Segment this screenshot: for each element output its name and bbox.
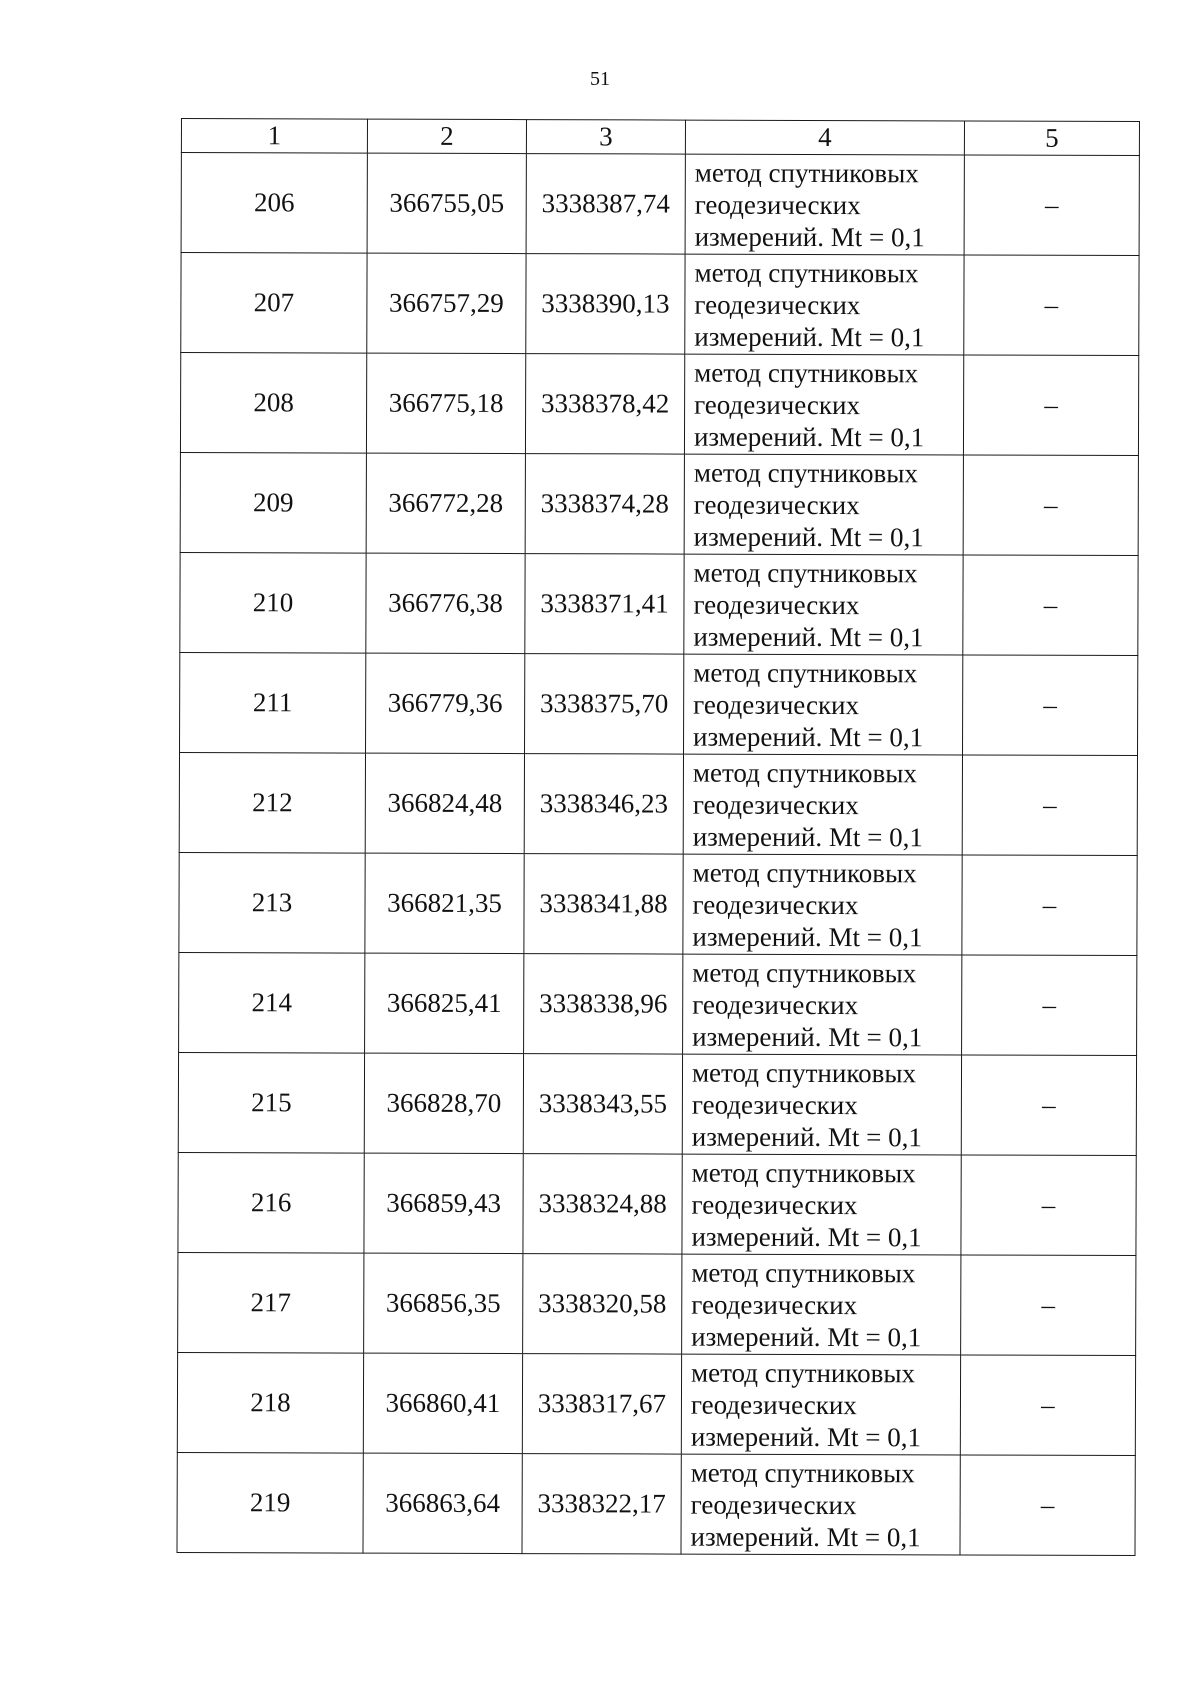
method-text-line: геодезических	[690, 1489, 857, 1520]
method-text-line: геодезических	[693, 489, 860, 520]
table-row	[180, 452, 1138, 555]
point-number-cell: 206	[181, 153, 367, 254]
table-row	[181, 253, 1139, 356]
y-coordinate-cell: 3338343,55	[523, 1054, 682, 1154]
table-header	[181, 119, 1139, 156]
method-text-line: измерений. Mt = 0,1	[693, 521, 924, 552]
table-row	[180, 552, 1138, 655]
method-text-line: геодезических	[694, 189, 861, 220]
x-coordinate-cell: 366824,48	[365, 753, 524, 853]
column-header-3: 3	[526, 120, 685, 154]
method-text-line: геодезических	[693, 589, 860, 620]
method-text-line: геодезических	[692, 889, 859, 920]
note-cell: –	[962, 955, 1137, 1056]
y-coordinate-cell: 3338322,17	[522, 1454, 681, 1554]
method-text-line: измерений. Mt = 0,1	[693, 621, 924, 652]
x-coordinate-cell: 366757,29	[367, 253, 526, 353]
method-cell	[683, 754, 962, 855]
y-coordinate-cell: 3338324,88	[523, 1154, 682, 1254]
table-body	[177, 153, 1139, 1556]
column-header-5: 5	[964, 121, 1139, 156]
y-coordinate-cell: 3338387,74	[526, 154, 685, 254]
method-text-line: геодезических	[691, 1189, 858, 1220]
method-text-line: измерений. Mt = 0,1	[693, 721, 924, 752]
method-text-line: измерений. Mt = 0,1	[693, 421, 925, 452]
table-row	[180, 652, 1138, 755]
point-number-cell: 211	[180, 652, 366, 753]
note-cell: –	[960, 1455, 1135, 1556]
method-text-line: метод спутниковых	[694, 157, 919, 188]
method-cell	[684, 554, 963, 655]
method-text-line: измерений. Mt = 0,1	[694, 321, 925, 352]
method-text-line: метод спутниковых	[691, 1157, 916, 1188]
method-text-line: измерений. Mt = 0,1	[690, 1421, 922, 1452]
method-cell	[682, 1154, 961, 1255]
note-cell: –	[962, 755, 1137, 856]
method-text-line: геодезических	[693, 689, 860, 720]
method-text-line: геодезических	[691, 1089, 858, 1120]
note-cell: –	[963, 355, 1138, 456]
y-coordinate-cell: 3338346,23	[524, 754, 683, 854]
x-coordinate-cell: 366755,05	[367, 153, 526, 253]
table-row	[178, 1052, 1136, 1155]
table-row	[178, 1252, 1136, 1355]
point-number-cell: 215	[178, 1052, 364, 1153]
table-row	[179, 852, 1137, 955]
method-text-line: метод спутниковых	[694, 257, 919, 288]
y-coordinate-cell: 3338378,42	[525, 354, 684, 454]
point-number-cell: 216	[178, 1152, 364, 1253]
method-text-line: геодезических	[694, 289, 861, 320]
method-cell	[685, 254, 964, 355]
method-text-line: геодезических	[694, 389, 861, 420]
point-number-cell: 217	[178, 1252, 364, 1353]
method-text-line: измерений. Mt = 0,1	[691, 1221, 922, 1252]
note-cell: –	[963, 455, 1138, 556]
method-text-line: геодезических	[692, 989, 859, 1020]
note-cell: –	[964, 155, 1139, 256]
method-text-line: измерений. Mt = 0,1	[692, 921, 923, 952]
x-coordinate-cell: 366772,28	[366, 453, 525, 553]
method-cell	[682, 1254, 961, 1355]
method-text-line: метод спутниковых	[691, 1257, 916, 1288]
y-coordinate-cell: 3338371,41	[525, 554, 684, 654]
method-text-line: метод спутниковых	[692, 757, 917, 788]
method-text-line: измерений. Mt = 0,1	[691, 1121, 922, 1152]
y-coordinate-cell: 3338341,88	[524, 854, 683, 954]
y-coordinate-cell: 3338338,96	[524, 954, 683, 1054]
method-text-line: метод спутниковых	[691, 1357, 916, 1388]
method-text-line: измерений. Mt = 0,1	[691, 1321, 922, 1352]
table-row	[178, 1152, 1136, 1255]
table-row	[180, 353, 1138, 456]
point-number-cell: 219	[177, 1452, 363, 1553]
note-cell: –	[961, 1155, 1136, 1256]
column-header-4: 4	[685, 120, 964, 155]
x-coordinate-cell: 366859,43	[364, 1153, 523, 1253]
y-coordinate-cell: 3338375,70	[525, 654, 684, 754]
method-cell	[685, 154, 964, 255]
method-text-line: геодезических	[690, 1389, 857, 1420]
y-coordinate-cell: 3338320,58	[523, 1254, 682, 1354]
method-text-line: метод спутниковых	[693, 657, 918, 688]
point-number-cell: 218	[177, 1352, 363, 1453]
note-cell: –	[961, 1255, 1136, 1356]
table-row	[179, 752, 1137, 855]
point-number-cell: 214	[179, 952, 365, 1053]
method-text-line: метод спутниковых	[693, 457, 918, 488]
note-cell: –	[963, 555, 1138, 656]
note-cell: –	[964, 255, 1139, 356]
method-text-line: метод спутниковых	[693, 557, 918, 588]
method-text-line: геодезических	[691, 1289, 858, 1320]
point-number-cell: 209	[180, 452, 366, 553]
x-coordinate-cell: 366775,18	[366, 353, 525, 453]
method-cell	[682, 1054, 961, 1155]
note-cell: –	[960, 1355, 1135, 1456]
x-coordinate-cell: 366821,35	[365, 853, 524, 953]
method-text-line: метод спутниковых	[694, 357, 919, 388]
method-text-line: измерений. Mt = 0,1	[694, 221, 925, 252]
coordinates-table	[176, 118, 1140, 1556]
method-cell	[684, 654, 963, 755]
method-cell	[681, 1454, 960, 1555]
x-coordinate-cell: 366860,41	[363, 1353, 522, 1453]
table-row	[177, 1352, 1135, 1455]
method-cell	[681, 1354, 960, 1455]
point-number-cell: 207	[181, 253, 367, 354]
x-coordinate-cell: 366828,70	[364, 1053, 523, 1153]
point-number-cell: 208	[180, 353, 366, 454]
table-row	[177, 1452, 1135, 1555]
column-header-1: 1	[181, 119, 367, 154]
point-number-cell: 212	[179, 752, 365, 853]
y-coordinate-cell: 3338374,28	[525, 454, 684, 554]
note-cell: –	[962, 855, 1137, 956]
method-cell	[684, 454, 963, 555]
x-coordinate-cell: 366856,35	[364, 1253, 523, 1353]
x-coordinate-cell: 366863,64	[363, 1453, 522, 1553]
method-text-line: геодезических	[692, 789, 859, 820]
y-coordinate-cell: 3338390,13	[526, 254, 685, 354]
method-text-line: измерений. Mt = 0,1	[692, 1021, 923, 1052]
method-text-line: метод спутниковых	[692, 857, 917, 888]
method-text-line: метод спутниковых	[690, 1457, 915, 1488]
x-coordinate-cell: 366825,41	[365, 953, 524, 1053]
column-header-2: 2	[367, 119, 526, 153]
page-number: 51	[590, 68, 610, 90]
method-text-line: метод спутниковых	[691, 1057, 917, 1088]
point-number-cell: 213	[179, 852, 365, 953]
method-text-line: метод спутниковых	[692, 957, 917, 988]
note-cell: –	[961, 1055, 1136, 1156]
method-text-line: измерений. Mt = 0,1	[692, 821, 923, 852]
method-cell	[683, 854, 962, 955]
note-cell: –	[963, 655, 1138, 756]
y-coordinate-cell: 3338317,67	[522, 1354, 681, 1454]
table-row	[181, 153, 1139, 256]
x-coordinate-cell: 366779,36	[366, 653, 525, 753]
point-number-cell: 210	[180, 552, 366, 653]
table-row	[179, 952, 1137, 1055]
method-text-line: измерений. Mt = 0,1	[690, 1521, 921, 1552]
method-cell	[684, 354, 963, 455]
method-cell	[683, 954, 962, 1055]
header-row	[181, 119, 1139, 156]
x-coordinate-cell: 366776,38	[366, 553, 525, 653]
